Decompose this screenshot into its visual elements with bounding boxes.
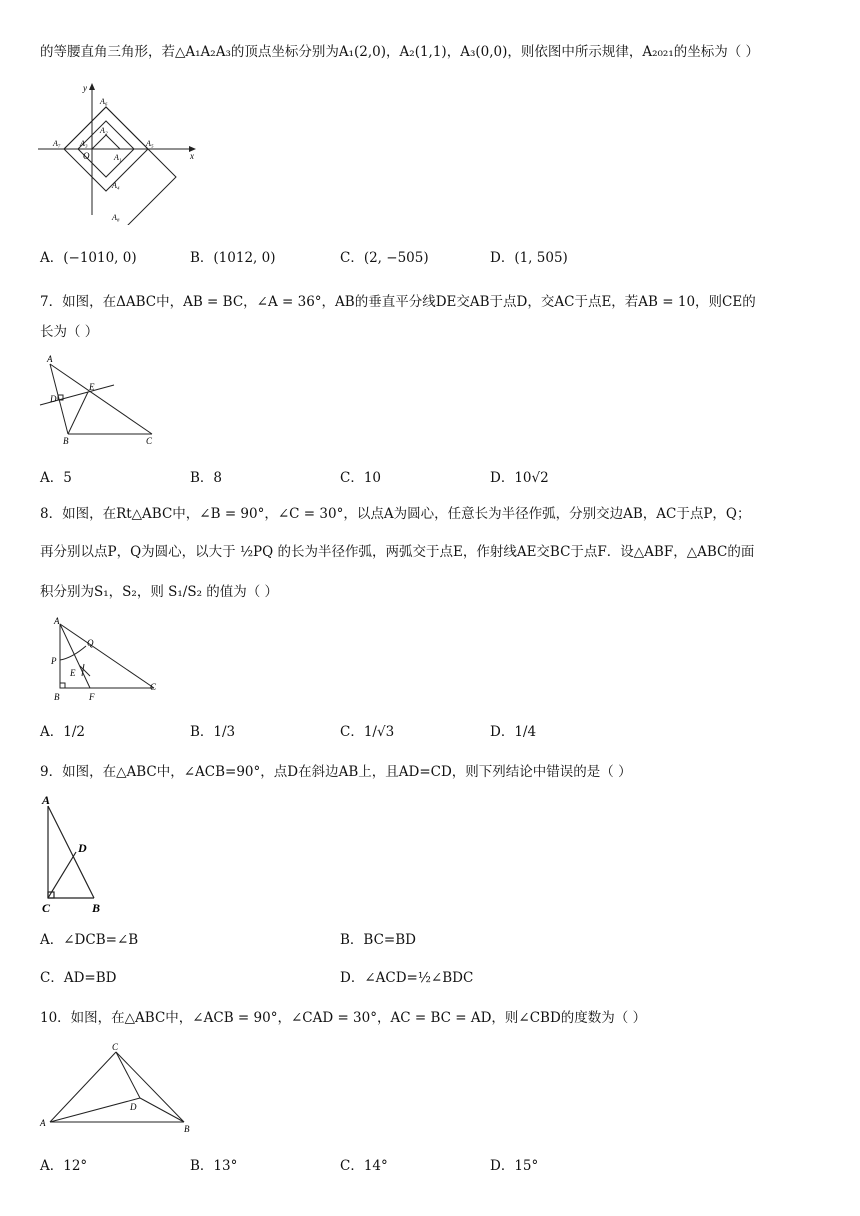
q6-label-a5: A₅	[146, 139, 154, 148]
q8-stem-line1: 8．如图，在Rt△ABC中，∠B = 90°，∠C = 30°，以点A为圆心，任意长为半径作弧，分别交边AB，AC于点P，Q；	[40, 506, 751, 522]
q6-option-c[interactable]: C．(2, −505)	[340, 250, 429, 266]
q10-label-d: D	[130, 1102, 137, 1112]
q10-figure	[36, 1040, 201, 1140]
q8-option-d[interactable]: D．1/4	[490, 724, 537, 740]
q9-option-b[interactable]: B．BC=BD	[340, 932, 416, 948]
q6-option-a[interactable]: A．(−1010, 0)	[40, 250, 137, 266]
q6-label-x: x	[190, 151, 194, 161]
q10-option-a[interactable]: A．12°	[40, 1158, 88, 1174]
q9-label-d: D	[78, 841, 87, 855]
q8-option-b[interactable]: B．1/3	[190, 724, 236, 740]
q7-stem-line1: 7．如图，在ΔABC中，AB = BC，∠A = 36°，AB的垂直平分线DE交AB于点D，交AC于点E，若AB = 10，则CE的	[40, 294, 756, 310]
q8-stem-line3: 积分别为S₁，S₂，则 S₁/S₂ 的值为（ ）	[40, 584, 279, 600]
q6-option-b[interactable]: B．(1012, 0)	[190, 250, 276, 266]
q7-label-c: C	[146, 436, 153, 446]
q7-option-c[interactable]: C．10	[340, 470, 382, 486]
q6-stem-line1: 的等腰直角三角形，若△A₁A₂A₃的顶点坐标分别为A₁(2,0)，A₂(1,1)，A₃(0,0)，则依图中所示规律，A₂₀₂₁的坐标为（ ）	[40, 44, 760, 60]
q9-label-a: A	[42, 793, 51, 807]
q7-figure	[36, 350, 166, 454]
q7-label-d: D	[50, 394, 57, 404]
q8-label-c: C	[150, 682, 157, 692]
q8-label-f: F	[89, 692, 95, 702]
q10-stem-line1: 10．如图，在△ABC中，∠ACB = 90°，∠CAD = 30°，AC = BC = AD，则∠CBD的度数为（ ）	[40, 1010, 647, 1026]
q7-label-b: B	[63, 436, 69, 446]
q6-label-o: O	[83, 151, 90, 161]
q6-label-a3: A₃	[80, 139, 88, 148]
q8-label-b: B	[54, 692, 60, 702]
q9-stem-line1: 9．如图，在△ABC中，∠ACB=90°，点D在斜边AB上，且AD=CD，则下列结论中错误的是（ ）	[40, 764, 632, 780]
q7-option-a[interactable]: A．5	[40, 470, 72, 486]
q9-option-a[interactable]: A．∠DCB=∠B	[40, 932, 139, 948]
q6-label-a2: A₂	[100, 126, 108, 135]
q7-stem-line2: 长为（ ）	[40, 324, 99, 340]
q6-label-a1: A₁	[114, 153, 122, 162]
q9-option-c[interactable]: C．AD=BD	[40, 970, 117, 986]
q6-label-a8: A₈	[112, 213, 120, 222]
q6-option-d[interactable]: D．(1, 505)	[490, 250, 568, 266]
q9-option-d[interactable]: D．∠ACD=½∠BDC	[340, 970, 474, 986]
q8-option-a[interactable]: A．1/2	[40, 724, 85, 740]
q6-label-a4: A₄	[112, 181, 120, 190]
q9-figure	[36, 790, 126, 920]
q8-label-a: A	[54, 616, 60, 626]
q10-option-d[interactable]: D．15°	[490, 1158, 539, 1174]
q10-label-b: B	[184, 1124, 190, 1134]
q8-figure	[46, 614, 166, 708]
q6-label-y: y	[83, 83, 87, 93]
q7-option-b[interactable]: B．8	[190, 470, 223, 486]
q9-label-c: C	[42, 901, 51, 915]
q7-option-d[interactable]: D．10√2	[490, 470, 549, 486]
q8-label-e: E	[70, 668, 76, 678]
q7-label-a: A	[47, 354, 53, 364]
q6-label-a6: A₆	[100, 97, 108, 106]
q10-label-c: C	[112, 1042, 119, 1052]
q8-stem-line2: 再分别以点P，Q为圆心，以大于 ½PQ 的长为半径作弧，两弧交于点E，作射线AE交BC于点F．设△ABF，△ABC的面	[40, 544, 755, 560]
q10-option-c[interactable]: C．14°	[340, 1158, 388, 1174]
q6-label-a7: A₇	[53, 139, 61, 148]
q10-option-b[interactable]: B．13°	[190, 1158, 238, 1174]
q8-label-q: Q	[87, 638, 94, 648]
q8-label-p: P	[51, 656, 57, 666]
q7-label-e: E	[89, 382, 95, 392]
q9-label-b: B	[92, 901, 101, 915]
q8-option-c[interactable]: C．1/√3	[340, 724, 395, 740]
q6-figure	[36, 80, 216, 229]
q10-label-a: A	[40, 1118, 46, 1128]
